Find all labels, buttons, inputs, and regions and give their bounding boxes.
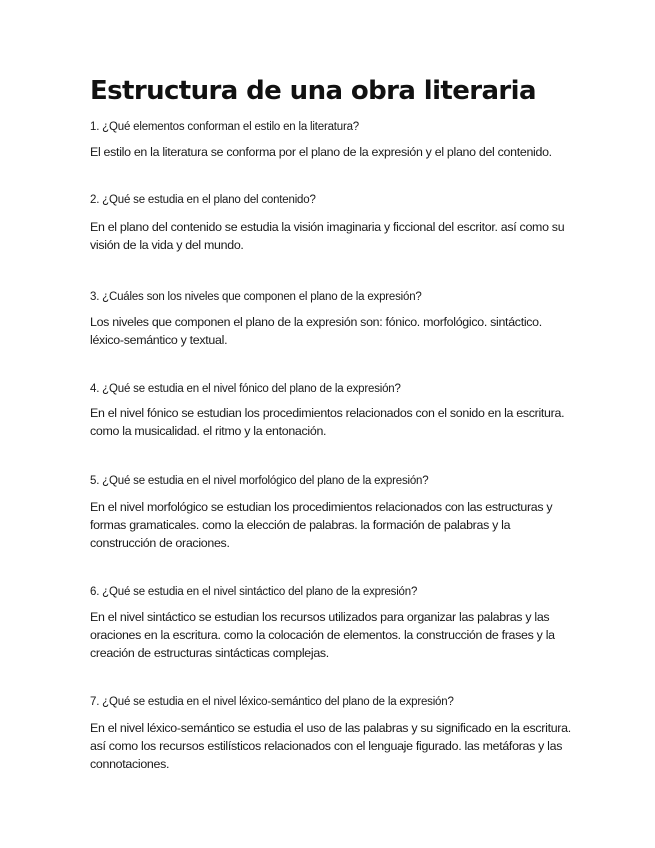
answer-3: Los niveles que componen el plano de la expresión son: fónico. morfológico. sintáctico. léxico-semántico y textual. xyxy=(90,315,542,348)
question-5: 5. ¿Qué se estudia en el nivel morfológico del plano de la expresión? xyxy=(90,475,429,487)
answer-6: En el nivel sintáctico se estudian los recursos utilizados para organizar las palabras y las oraciones en la escritura. como la colocación de elementos. la construcción de frases y la creación de estructuras sintácticas complejas. xyxy=(90,610,555,661)
answer-5: En el nivel morfológico se estudian los procedimientos relacionados con las estructuras y formas gramaticales. como la elección de palabras. la formación de palabras y la construcción de oraciones. xyxy=(90,500,553,551)
question-6: 6. ¿Qué se estudia en el nivel sintáctico del plano de la expresión? xyxy=(90,586,418,598)
page-title: Estructura de una obra literaria xyxy=(90,76,536,106)
answer-1: El estilo en la literatura se conforma por el plano de la expresión y el plano del contenido. xyxy=(90,145,552,159)
question-2: 2. ¿Qué se estudia en el plano del contenido? xyxy=(90,194,316,206)
answer-2: En el plano del contenido se estudia la visión imaginaria y ficcional del escritor. así como su visión de la vida y del mundo. xyxy=(90,220,565,253)
question-7: 7. ¿Qué se estudia en el nivel léxico-semántico del plano de la expresión? xyxy=(90,696,454,708)
answer-7: En el nivel léxico-semántico se estudia el uso de las palabras y su significado en la escritura. así como los recursos estilísticos relacionados con el lenguaje figurado. las metáforas y las connotaciones. xyxy=(90,721,571,772)
question-3: 3. ¿Cuáles son los niveles que componen el plano de la expresión? xyxy=(90,291,422,303)
question-1: 1. ¿Qué elementos conforman el estilo en la literatura? xyxy=(90,121,359,133)
question-4: 4. ¿Qué se estudia en el nivel fónico del plano de la expresión? xyxy=(90,383,401,395)
answer-4: En el nivel fónico se estudian los procedimientos relacionados con el sonido en la escritura. como la musicalidad. el ritmo y la entonación. xyxy=(90,406,565,439)
